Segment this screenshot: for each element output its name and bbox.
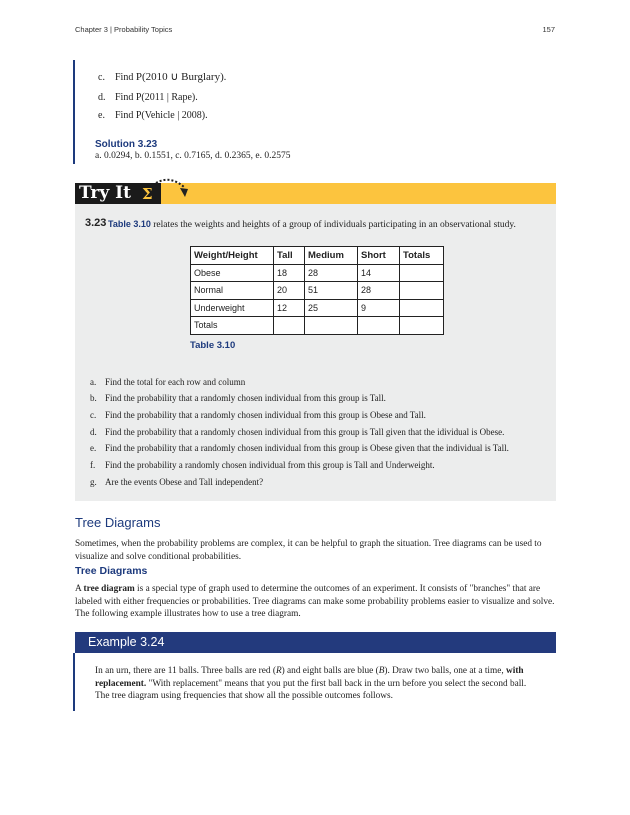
question-item: d. Find the probability that a randomly chosen individual from this group is Tall given that the idividual is Obese. [90, 427, 505, 437]
exercise-item-c: c. Find P(2010 ∪ Burglary). [98, 71, 227, 83]
table-row [191, 264, 444, 282]
tree-diagram-definition: A tree diagram is a special type of graph used to determine the outcomes of an experiment. It consists of "branches" that are labeled with either frequencies or probabilities. Tree diagrams can make some probability problems easier to visualize and solve. The following example illustrates how to use a tree diagram. [75, 584, 555, 619]
svg-text:Σ: Σ [142, 185, 153, 203]
question-item: g. Are the events Obese and Tall independent? [90, 477, 264, 487]
table-cell: 9 [358, 299, 400, 317]
exercise-item-d: d. Find P(2011 | Rape). [98, 92, 198, 103]
solution-text: a. 0.0294, b. 0.1551, c. 0.7165, d. 0.2365, e. 0.2575 [95, 151, 291, 161]
running-header: Chapter 3 | Probability Topics [75, 25, 173, 34]
try-it-label: Try It [79, 183, 131, 203]
table-cell: 28 [305, 264, 358, 282]
table-header-cell: Totals [400, 247, 444, 265]
example-left-rule [73, 60, 75, 164]
table-cell: Obese [191, 264, 274, 282]
subsection-title: Tree Diagrams [75, 565, 148, 577]
weight-height-table [190, 246, 444, 335]
table-row [191, 317, 444, 335]
example-text: In an urn, there are 11 balls. Three balls are red (R) and eight balls are blue (B). Draw two balls, one at a time, with replacement. "With replacement" means that you put the first ball back in the urn before you select the second ball. The tree diagram using frequencies that show all the possible outcomes follows. [95, 666, 527, 701]
solution-title: Solution 3.23 [95, 139, 158, 150]
page-number: 157 [542, 25, 555, 34]
table-reference-link[interactable]: Table 3.10 [108, 219, 151, 229]
table-row [191, 299, 444, 317]
table-header-cell: Tall [274, 247, 305, 265]
table-header-cell: Short [358, 247, 400, 265]
table-cell: 18 [274, 264, 305, 282]
exercise-number: 3.23 [85, 217, 107, 229]
term-tree-diagram: tree diagram [83, 584, 135, 594]
table-cell [400, 282, 444, 300]
table-cell: 51 [305, 282, 358, 300]
table-cell: 20 [274, 282, 305, 300]
section-intro: Sometimes, when the probability problems are complex, it can be helpful to graph the situation. Tree diagrams can be used to visualize and solve conditional probabilities. [75, 539, 542, 562]
table-cell [274, 317, 305, 335]
table-caption: Table 3.10 [190, 340, 236, 351]
table-cell [305, 317, 358, 335]
exercise-item-e: e. Find P(Vehicle | 2008). [98, 110, 208, 121]
table-cell: Underweight [191, 299, 274, 317]
exercise-intro: Table 3.10 relates the weights and heights of a group of individuals participating in an observational study. [108, 219, 516, 230]
table-cell: Totals [191, 317, 274, 335]
table-cell [400, 299, 444, 317]
question-item: a. Find the total for each row and column [90, 377, 246, 387]
question-item: c. Find the probability that a randomly chosen individual from this group is Obese and Tall. [90, 410, 426, 420]
section-title: Tree Diagrams [75, 515, 161, 530]
example-title: Example 3.24 [88, 635, 165, 649]
table-cell: 25 [305, 299, 358, 317]
table-cell [400, 264, 444, 282]
table-header-cell: Weight/Height [191, 247, 274, 265]
sigma-icon [140, 177, 194, 205]
table-header-cell: Medium [305, 247, 358, 265]
question-item: b. Find the probability that a randomly chosen individual from this group is Tall. [90, 393, 386, 403]
table-cell: 14 [358, 264, 400, 282]
table-row [191, 282, 444, 300]
table-cell [358, 317, 400, 335]
table-cell: 12 [274, 299, 305, 317]
table-header-row [191, 247, 444, 265]
question-item: f. Find the probability a randomly chosen individual from this group is Tall and Underweight. [90, 460, 435, 470]
table-cell [400, 317, 444, 335]
table-cell: Normal [191, 282, 274, 300]
example-left-rule [73, 653, 75, 711]
question-item: e. Find the probability that a randomly chosen individual from this group is Obese given that the individual is Tall. [90, 443, 509, 453]
table-cell: 28 [358, 282, 400, 300]
